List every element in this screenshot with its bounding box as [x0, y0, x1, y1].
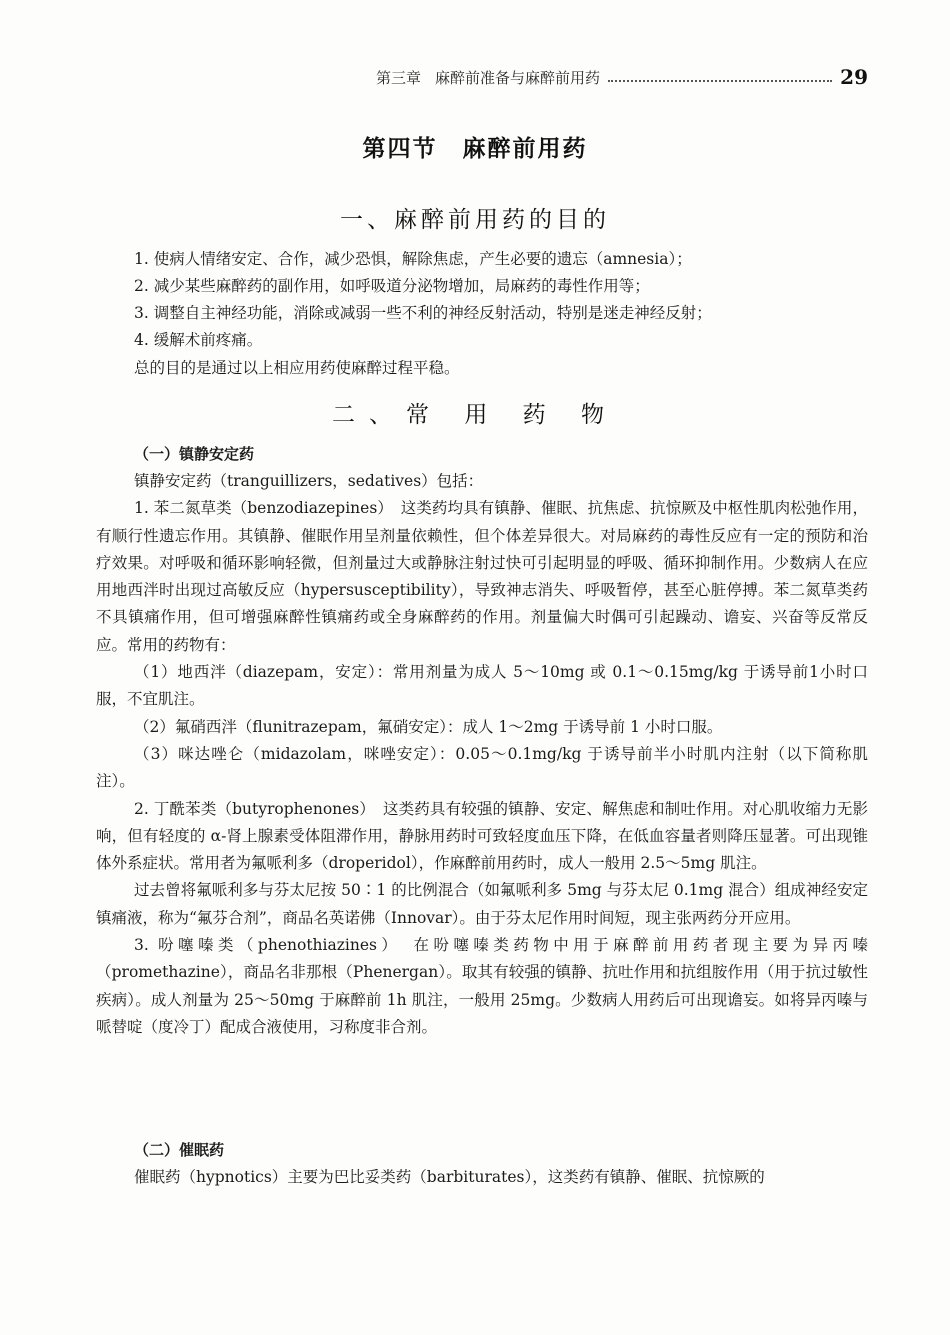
midazolam-entry: （3）咪达唑仑（midazolam，咪唑安定）：0.05～0.1mg/kg 于诱导前半小时肌内注射（以下简称肌注）。	[96, 744, 868, 791]
running-header	[376, 64, 868, 90]
benzodiazepines-paragraph: 1. 苯二氮草类（benzodiazepines） 这类药均具有镇静、催眠、抗焦虑、抗惊厥及中枢性肌肉松弛作用，有顺行性遗忘作用。其镇静、催眠作用呈剂量依赖性，但个体差异很大。对局麻药的毒性反应有一定的预防和治疗效果。对呼吸和循环影响轻微，但剂量过大或静脉注射过快可引起明显的呼吸、循环抑制作用。少数病人在应用地西泮时出现过高敏反应（hypersusceptibility），导致神志消失、呼吸暂停，甚至心脏停搏。苯二氮草类药不具镇痛作用，但可增强麻醉性镇痛药或全身麻醉药的作用。剂量偏大时偶可引起躁动、谵妄、兴奋等反常反应。常用的药物有：	[96, 499, 868, 654]
subsection-2-title: （二）催眠药	[134, 1141, 225, 1159]
purpose-item-4: 4. 缓解术前疼痛。	[134, 331, 263, 349]
subsection-1-title: （一）镇静安定药	[134, 445, 255, 463]
leader-dots	[608, 80, 832, 82]
hypnotics-paragraph: 催眠药（hypnotics）主要为巴比妥类药（barbiturates），这类药有镇静、催眠、抗惊厥的	[134, 1168, 765, 1186]
section-title: 第四节 麻醉前用药	[362, 136, 588, 162]
purpose-item-3: 3. 调整自主神经功能，消除或减弱一些不利的神经反射活动，特别是迷走神经反射；	[134, 304, 712, 322]
purpose-item-2: 2. 减少某些麻醉药的副作用，如呼吸道分泌物增加，局麻药的毒性作用等；	[134, 277, 650, 295]
chapter-title: 麻醉前准备与麻醉前用药	[435, 68, 601, 87]
flunitrazepam-entry: （2）氟硝西泮（flunitrazepam，氟硝安定）：成人 1～2mg 于诱导前 1 小时口服。	[134, 717, 723, 736]
innovar-paragraph: 过去曾将氟哌利多与芬太尼按 50∶1 的比例混合（如氟哌利多 5mg 与芬太尼 0.1mg 混合）组成神经安定镇痛液，称为“氟芬合剂”，商品名英诺佛（Innovar）。由于芬太尼作用时间短，现主张两药分开应用。	[96, 881, 868, 927]
part1-heading: 一、麻醉前用药的目的	[340, 207, 610, 233]
butyrophenones-paragraph: 2. 丁酰苯类（butyrophenones） 这类药具有较强的镇静、安定、解焦虑和制吐作用。对心肌收缩力无影响，但有轻度的 α-肾上腺素受体阻滞作用，静脉用药时可致轻度血压下降，在低血容量者则降压显著。可出现锥体外系症状。常用者为氟哌利多（droperidol），作麻醉前用药时，成人一般用 2.5～5mg 肌注。	[96, 799, 868, 873]
purpose-summary: 总的目的是通过以上相应用药使麻醉过程平稳。	[134, 359, 460, 377]
diazepam-entry: （1）地西泮（diazepam，安定）：常用剂量为成人 5～10mg 或 0.1～0.15mg/kg 于诱导前1小时口服，不宜肌注。	[96, 663, 868, 709]
page-number: 29	[840, 65, 868, 89]
subsection-1-body	[96, 468, 868, 1041]
part2-heading: 二、常 用 药 物	[332, 402, 618, 428]
purpose-item-1: 1. 使病人情绪安定、合作，减少恐惧，解除焦虑，产生必要的遗忘（amnesia）；	[134, 250, 692, 268]
subsection-2-body	[96, 1164, 868, 1191]
sedatives-intro: 镇静安定药（tranguillizers，sedatives）包括：	[134, 472, 484, 490]
phenothiazines-paragraph: 3. 吩噻嗪类（phenothiazines） 在吩噻嗪类药物中用于麻醉前用药者现主要为异丙嗪（promethazine），商品名非那根（Phenergan）。取其有较强的镇静、抗吐作用和抗组胺作用（用于抗过敏性疾病）。成人剂量为 25～50mg 于麻醉前 1h 肌注，一般用 25mg。少数病人用药后可出现谵妄。如将异丙嗪与哌替啶（度冷丁）配成合液使用，习称度非合剂。	[96, 936, 868, 1036]
chapter-label: 第三章	[376, 68, 422, 87]
